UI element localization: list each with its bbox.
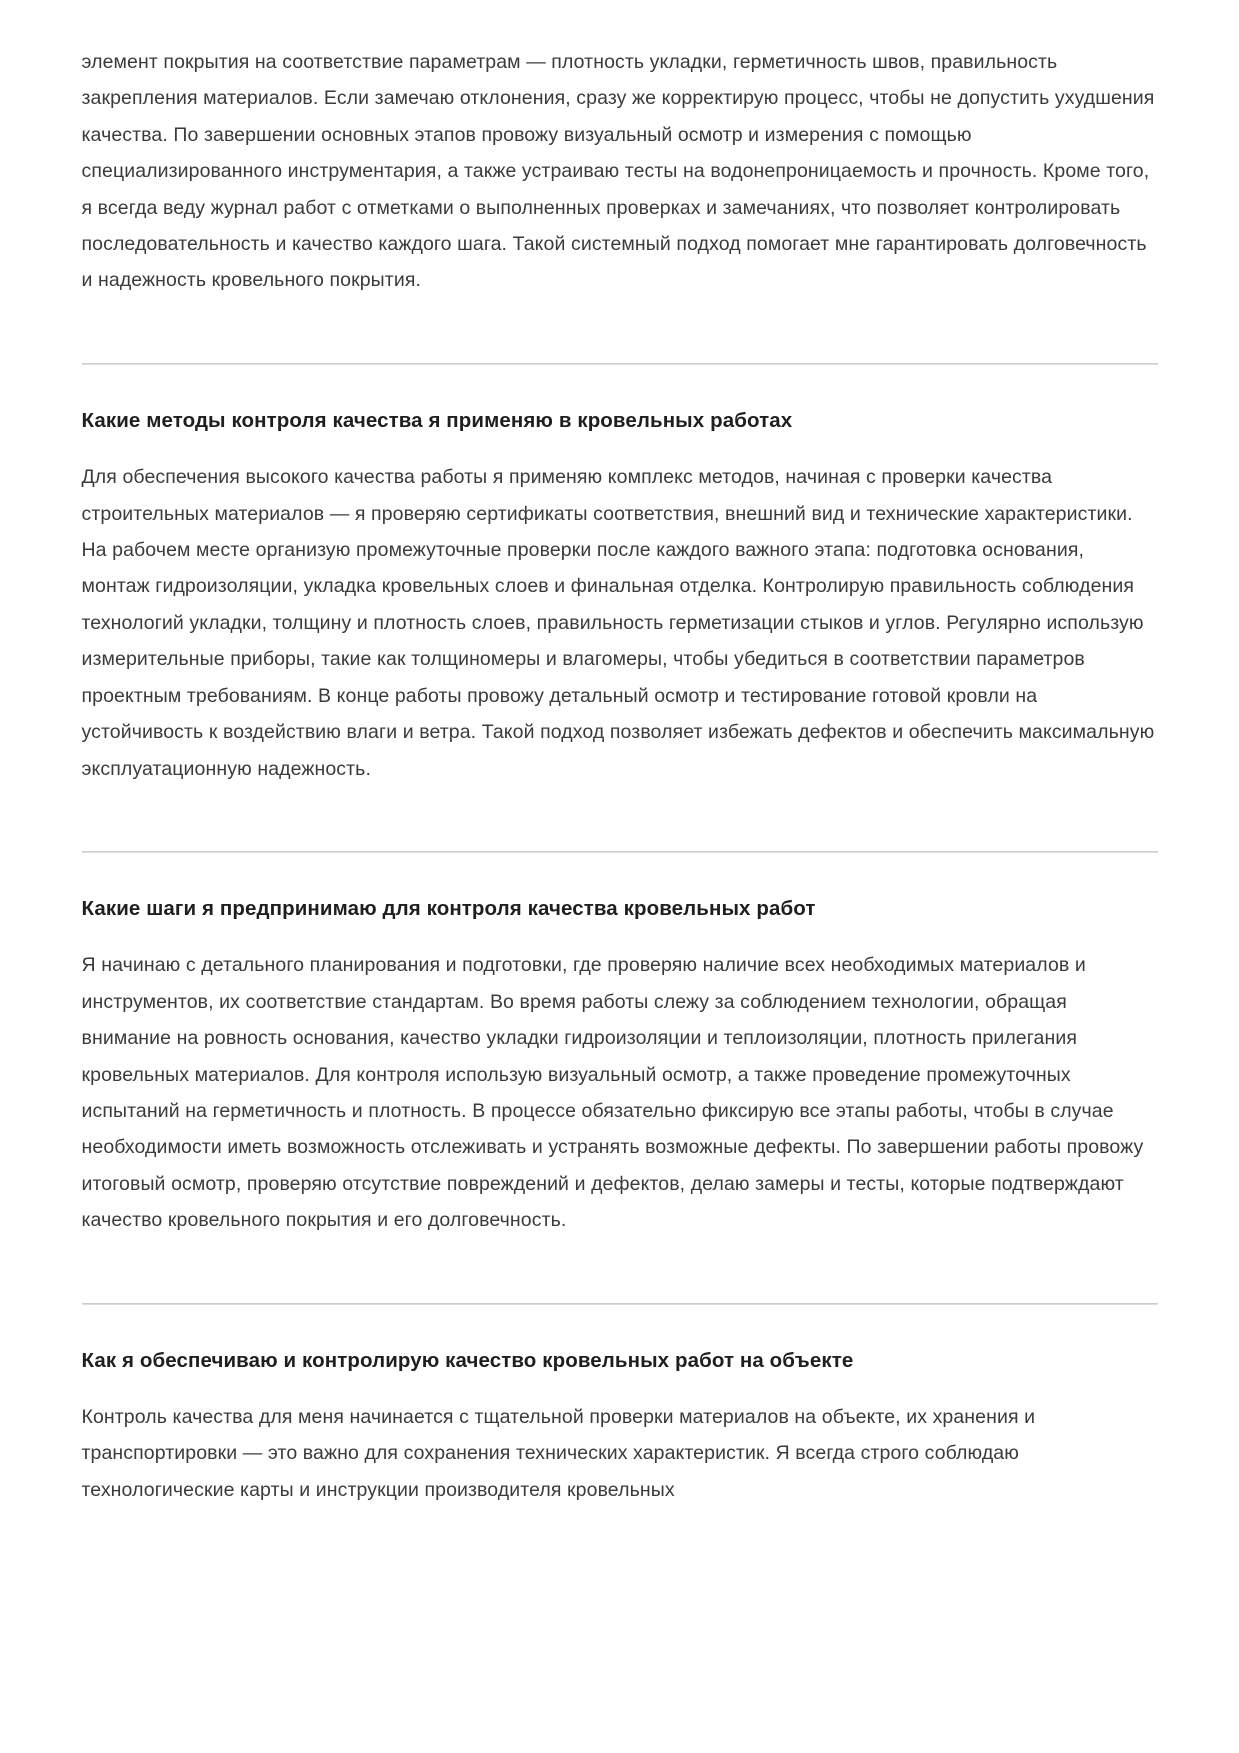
section-quality-methods — [82, 363, 1158, 787]
section-quality-onsite — [82, 1303, 1158, 1509]
section-paragraph: Я начинаю с детального планирования и подготовки, где проверяю наличие всех необходимых материалов и инструментов, их соответствие стандартам. Во время работы слежу за соблюдением технологии, обращая внимание на ровность основания, качество укладки гидроизоляции и теплоизоляции, плотность прилегания кровельных материалов. Для контроля использую визуальный осмотр, а также проведение промежуточных испытаний на герметичность и плотность. В процессе обязательно фиксирую все этапы работы, чтобы в случае необходимости иметь возможность отслеживать и устранять возможные дефекты. По завершении работы провожу итоговый осмотр, проверяю отсутствие повреждений и дефектов, делаю замеры и тесты, которые подтверждают качество кровельного покрытия и его долговечность. — [81, 954, 1144, 1232]
section-heading: Какие методы контроля качества я применяю в кровельных работах — [81, 408, 793, 432]
section-quality-steps — [82, 851, 1158, 1239]
section-divider — [82, 851, 1158, 853]
section-heading: Как я обеспечиваю и контролирую качество кровельных работ на объекте — [81, 1348, 854, 1372]
section-heading: Какие шаги я предпринимаю для контроля качества кровельных работ — [81, 896, 816, 920]
section-paragraph: Для обеспечения высокого качества работы я применяю комплекс методов, начиная с проверки качества строительных материалов — я проверяю сертификаты соответствия, внешний вид и технические характеристики. На рабочем месте организую промежуточные проверки после каждого важного этапа: подготовка основания, монтаж гидроизоляции, укладка кровельных слоев и финальная отделка. Контролирую правильность соблюдения технологий укладки, толщину и плотность слоев, правильность герметизации стыков и углов. Регулярно использую измерительные приборы, такие как толщиномеры и влагомеры, чтобы убедиться в соответствии параметров проектным требованиям. В конце работы провожу детальный осмотр и тестирование готовой кровли на устойчивость к воздействию влаги и ветра. Такой подход позволяет избежать дефектов и обеспечить максимальную эксплуатационную надежность. — [81, 466, 1155, 780]
document-page — [82, 0, 1158, 1508]
intro-paragraph: элемент покрытия на соответствие параметрам — плотность укладки, герметичность швов, правильность закрепления материалов. Если замечаю отклонения, сразу же корректирую процесс, чтобы не допустить ухудшения качества. По завершении основных этапов провожу визуальный осмотр и измерения с помощью специализированного инструментария, а также устраиваю тесты на водонепроницаемость и прочность. Кроме того, я всегда веду журнал работ с отметками о выполненных проверках и замечаниях, что позволяет контролировать последовательность и качество каждого шага. Такой системный подход помогает мне гарантировать долговечность и надежность кровельного покрытия. — [81, 51, 1155, 292]
section-paragraph: Контроль качества для меня начинается с тщательной проверки материалов на объекте, их хранения и транспортировки — это важно для сохранения технических характеристик. Я всегда строго соблюдаю технологические карты и инструкции производителя кровельных — [81, 1405, 1036, 1501]
section-divider — [82, 363, 1158, 365]
section-divider — [82, 1303, 1158, 1305]
